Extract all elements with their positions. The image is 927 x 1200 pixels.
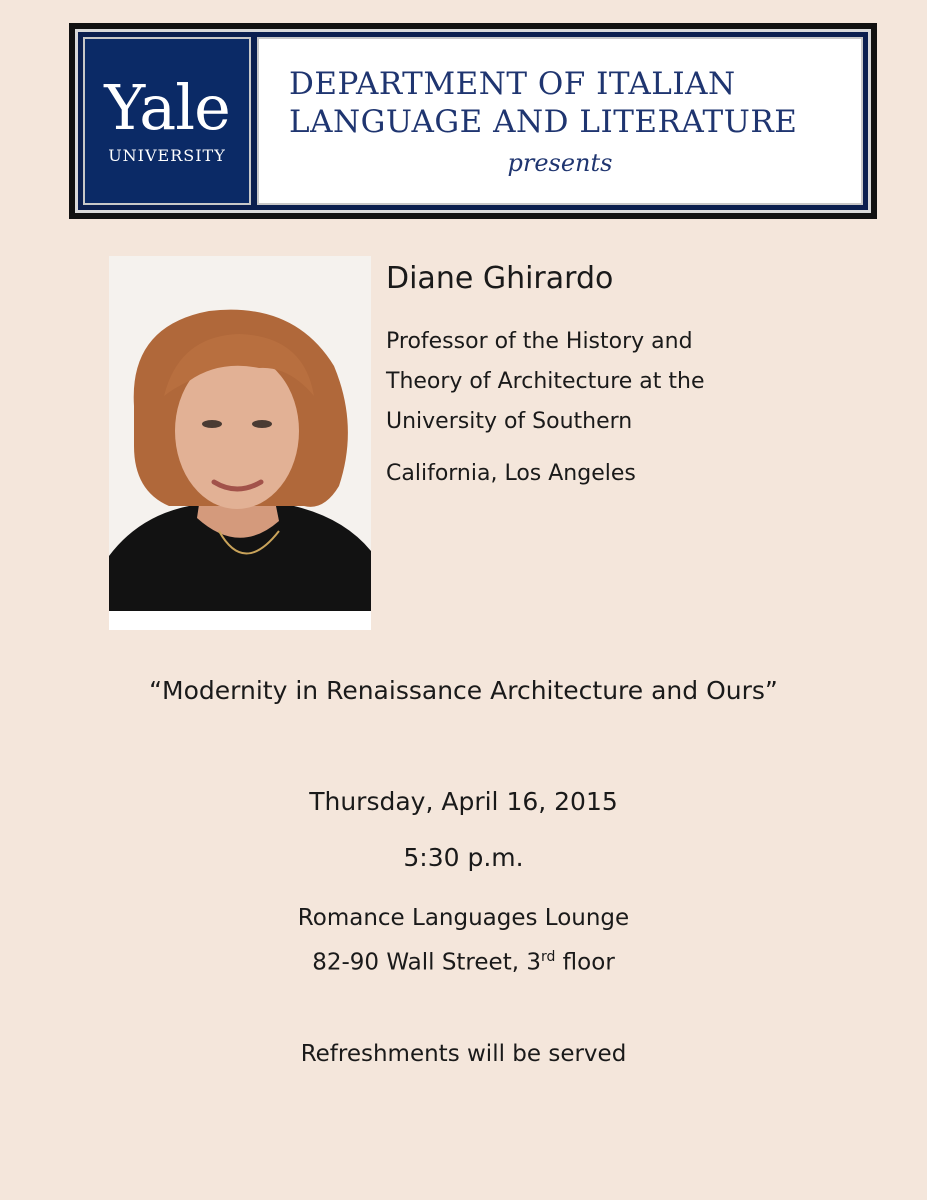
header-banner	[69, 23, 877, 219]
address-prefix: 82-90 Wall Street, 3	[312, 949, 541, 976]
speaker-title-line-2: Theory of Architecture at the	[386, 369, 705, 394]
event-date: Thursday, April 16, 2015	[309, 787, 618, 816]
yale-logo-subtitle: UNIVERSITY	[108, 145, 226, 165]
address-suffix: floor	[555, 949, 615, 976]
header-banner-inner	[75, 29, 871, 213]
event-time: 5:30 p.m.	[403, 843, 524, 872]
speaker-title-line-1: Professor of the History and	[386, 329, 693, 354]
department-box	[257, 37, 863, 205]
speaker-title	[386, 322, 786, 494]
talk-title: “Modernity in Renaissance Architecture and Ours”	[149, 676, 778, 705]
address-ordinal: rd	[540, 949, 556, 965]
department-line-2: LANGUAGE AND LITERATURE	[289, 104, 798, 140]
venue-name: Romance Languages Lounge	[297, 905, 630, 931]
venue-address	[0, 938, 927, 983]
speaker-title-line-4: California, Los Angeles	[386, 461, 636, 486]
speaker-name: Diane Ghirardo	[386, 261, 614, 296]
department-line-1: DEPARTMENT OF ITALIAN	[289, 66, 736, 102]
presents-label: presents	[507, 149, 613, 177]
yale-logo-word: Yale	[104, 70, 230, 144]
refreshments-note: Refreshments will be served	[300, 1041, 627, 1067]
yale-logo	[83, 37, 251, 205]
event-venue	[0, 899, 927, 983]
speaker-photo	[109, 256, 371, 630]
speaker-title-line-3: University of Southern	[386, 409, 633, 434]
